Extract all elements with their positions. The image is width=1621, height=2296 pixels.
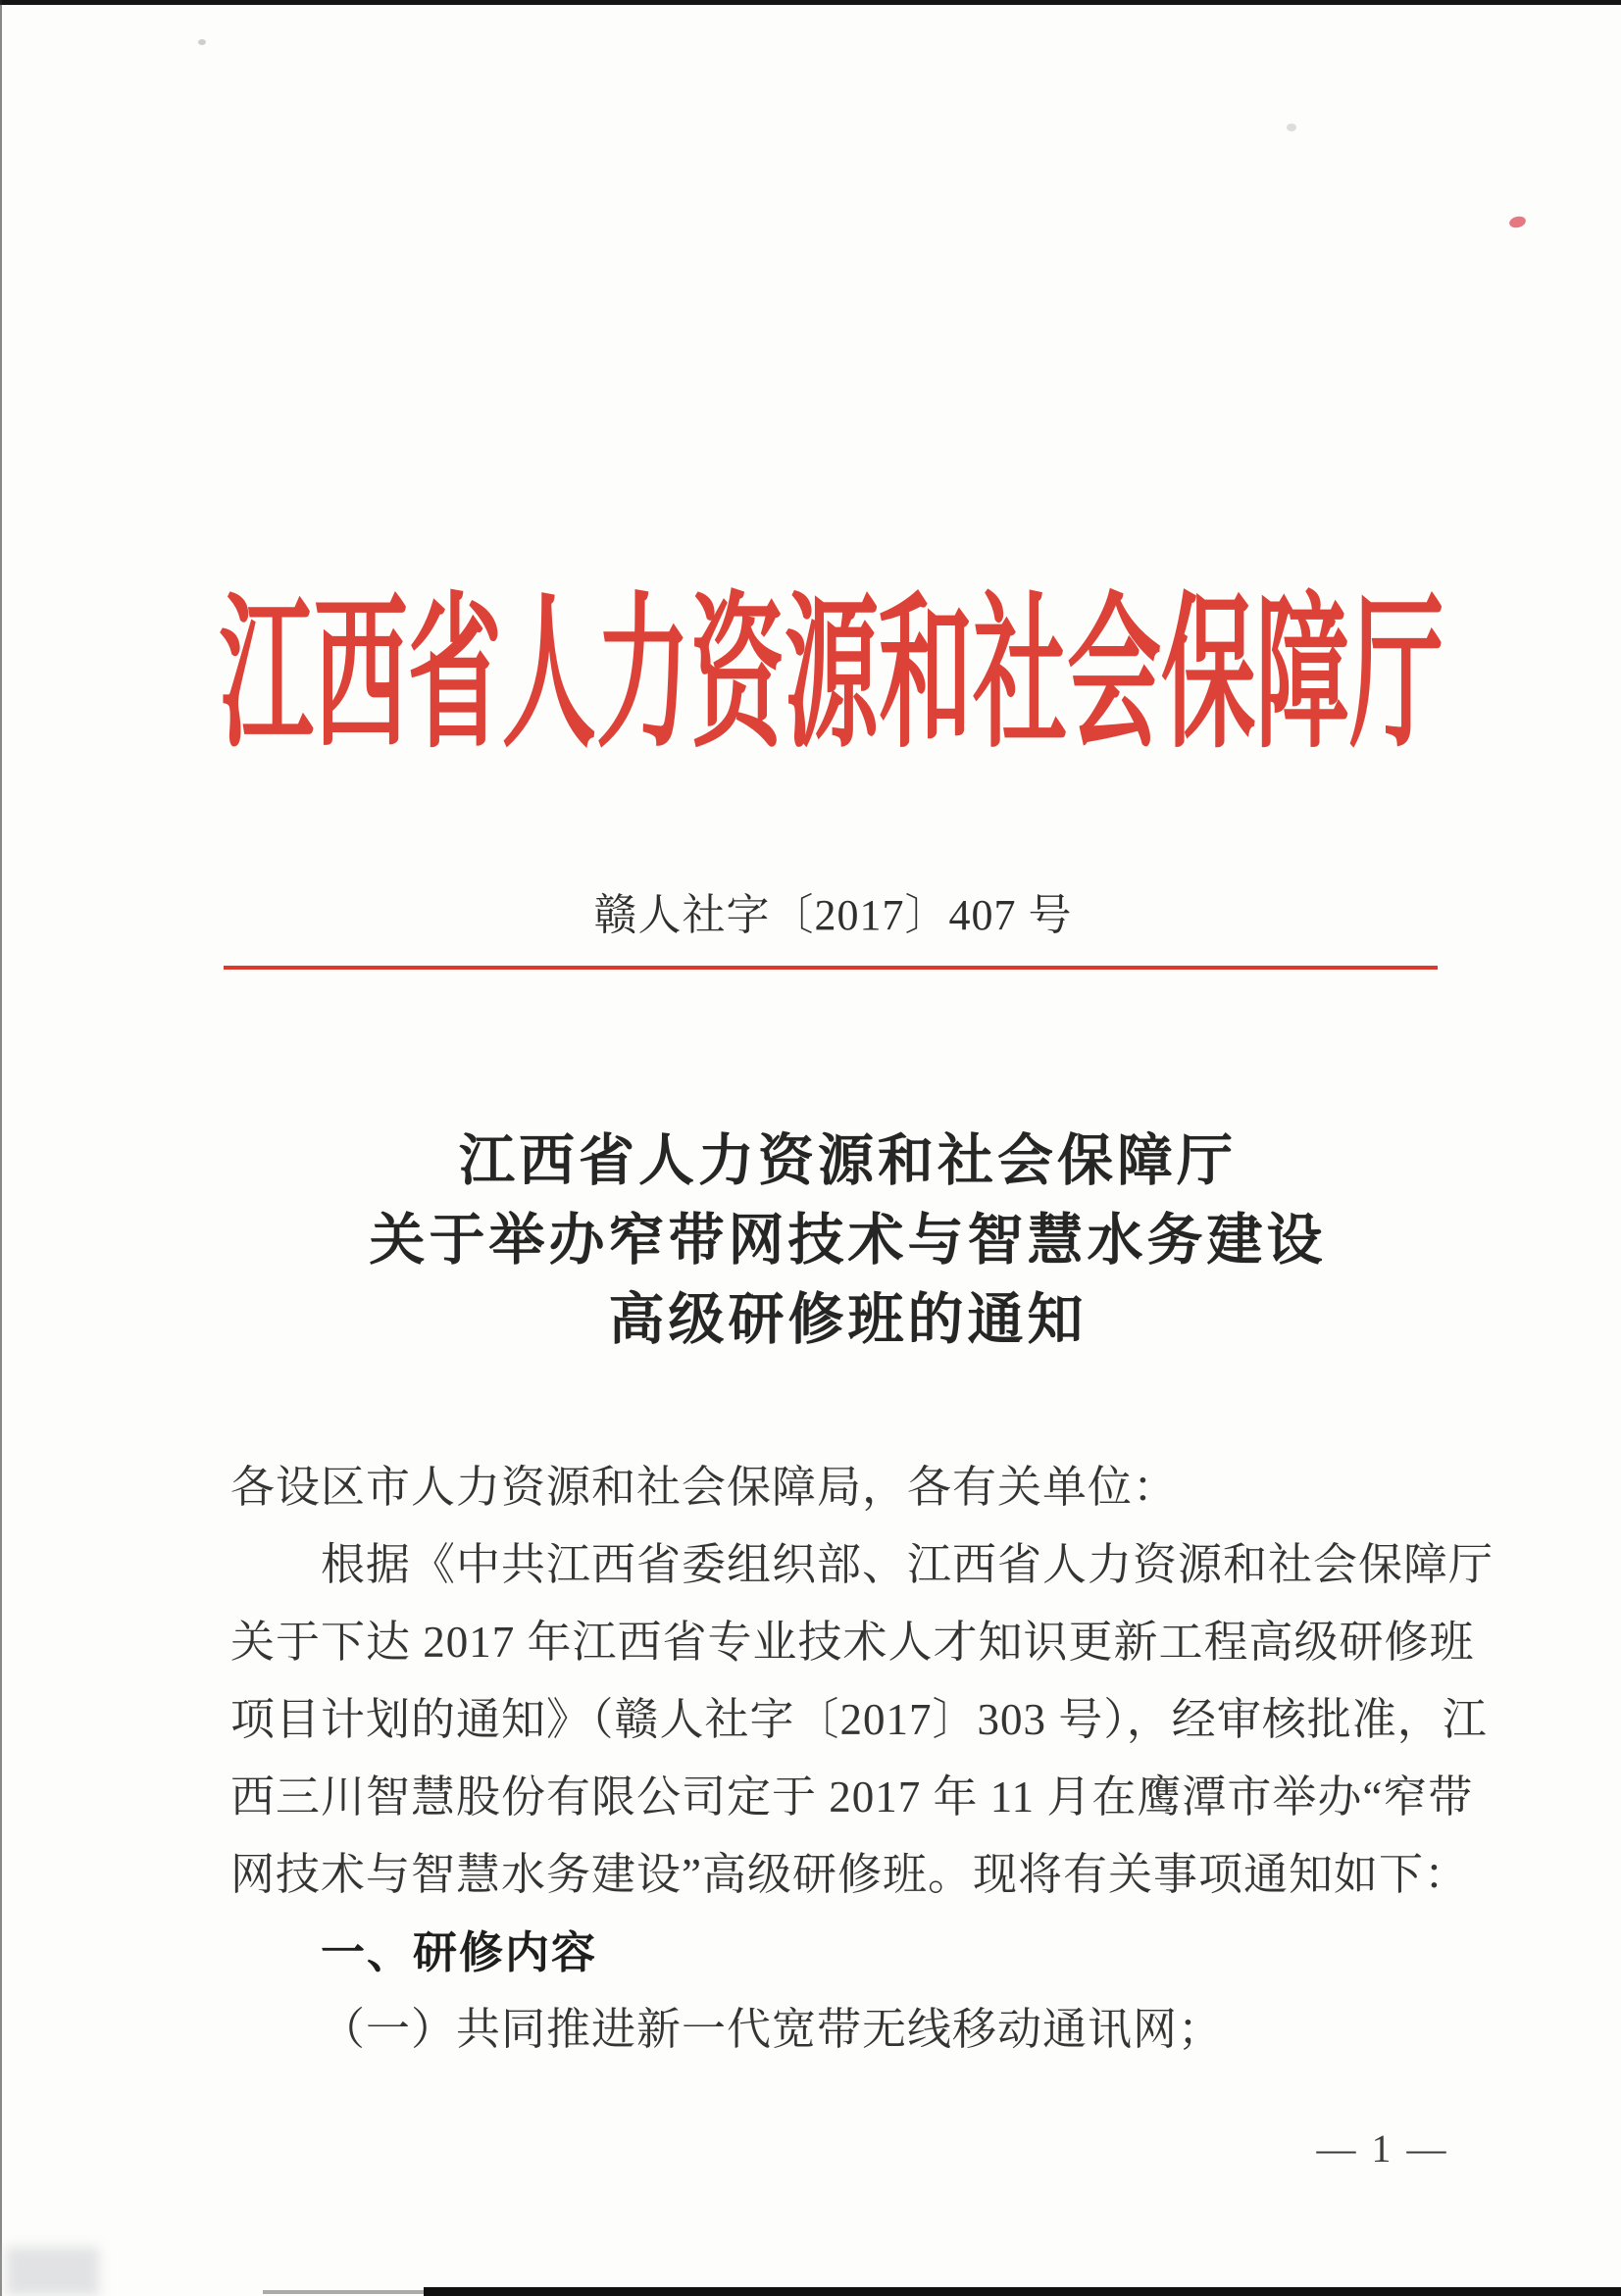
- red-divider-line: [224, 966, 1438, 970]
- body-paragraph-line-4: 西三川智慧股份有限公司定于 2017 年 11 月在鹰潭市举办“窄带: [230, 1772, 1474, 1822]
- scan-smudge-bottom-left: [6, 2247, 99, 2296]
- page-number: — 1 —: [1316, 2126, 1449, 2171]
- body-section-heading: 一、研修内容: [321, 1927, 598, 1977]
- document-number: 赣人社字〔2017〕407 号: [593, 891, 1073, 939]
- agency-masthead-title: 江西省人力资源和社会保障厅: [219, 583, 1444, 768]
- scan-edge-bottom-light: [263, 2290, 424, 2294]
- gray-speck-top-right: [1287, 124, 1296, 131]
- body-item-line: （一）共同推进新一代宽带无线移动通讯网；: [321, 2005, 1224, 2054]
- body-paragraph-line-1: 根据《中共江西省委组织部、江西省人力资源和社会保障厅: [321, 1540, 1494, 1589]
- body-salutation: 各设区市人力资源和社会保障局，各有关单位：: [230, 1463, 1179, 1512]
- body-paragraph-line-2: 关于下达 2017 年江西省专业技术人才知识更新工程高级研修班: [230, 1618, 1475, 1667]
- body-paragraph-line-3: 项目计划的通知》（赣人社字〔2017〕303 号），经审核批准，江: [230, 1695, 1488, 1744]
- document-title-line-1: 江西省人力资源和社会保障厅: [459, 1130, 1237, 1192]
- document-title-line-3: 高级研修班的通知: [608, 1289, 1088, 1351]
- document-title-line-2: 关于举办窄带网技术与智慧水务建设: [369, 1210, 1327, 1272]
- document-body: [230, 1449, 1494, 2069]
- scan-edge-bottom: [424, 2287, 1621, 2296]
- gray-speck-top-left: [198, 39, 206, 45]
- agency-masthead: [0, 583, 1621, 768]
- scan-edge-top: [0, 0, 1621, 5]
- scan-edge-left: [0, 0, 2, 2296]
- document-title: [37, 1122, 1621, 1360]
- body-paragraph-line-5: 网技术与智慧水务建设”高级研修班。现将有关事项通知如下：: [230, 1850, 1469, 1899]
- red-ink-speck: [1508, 215, 1527, 229]
